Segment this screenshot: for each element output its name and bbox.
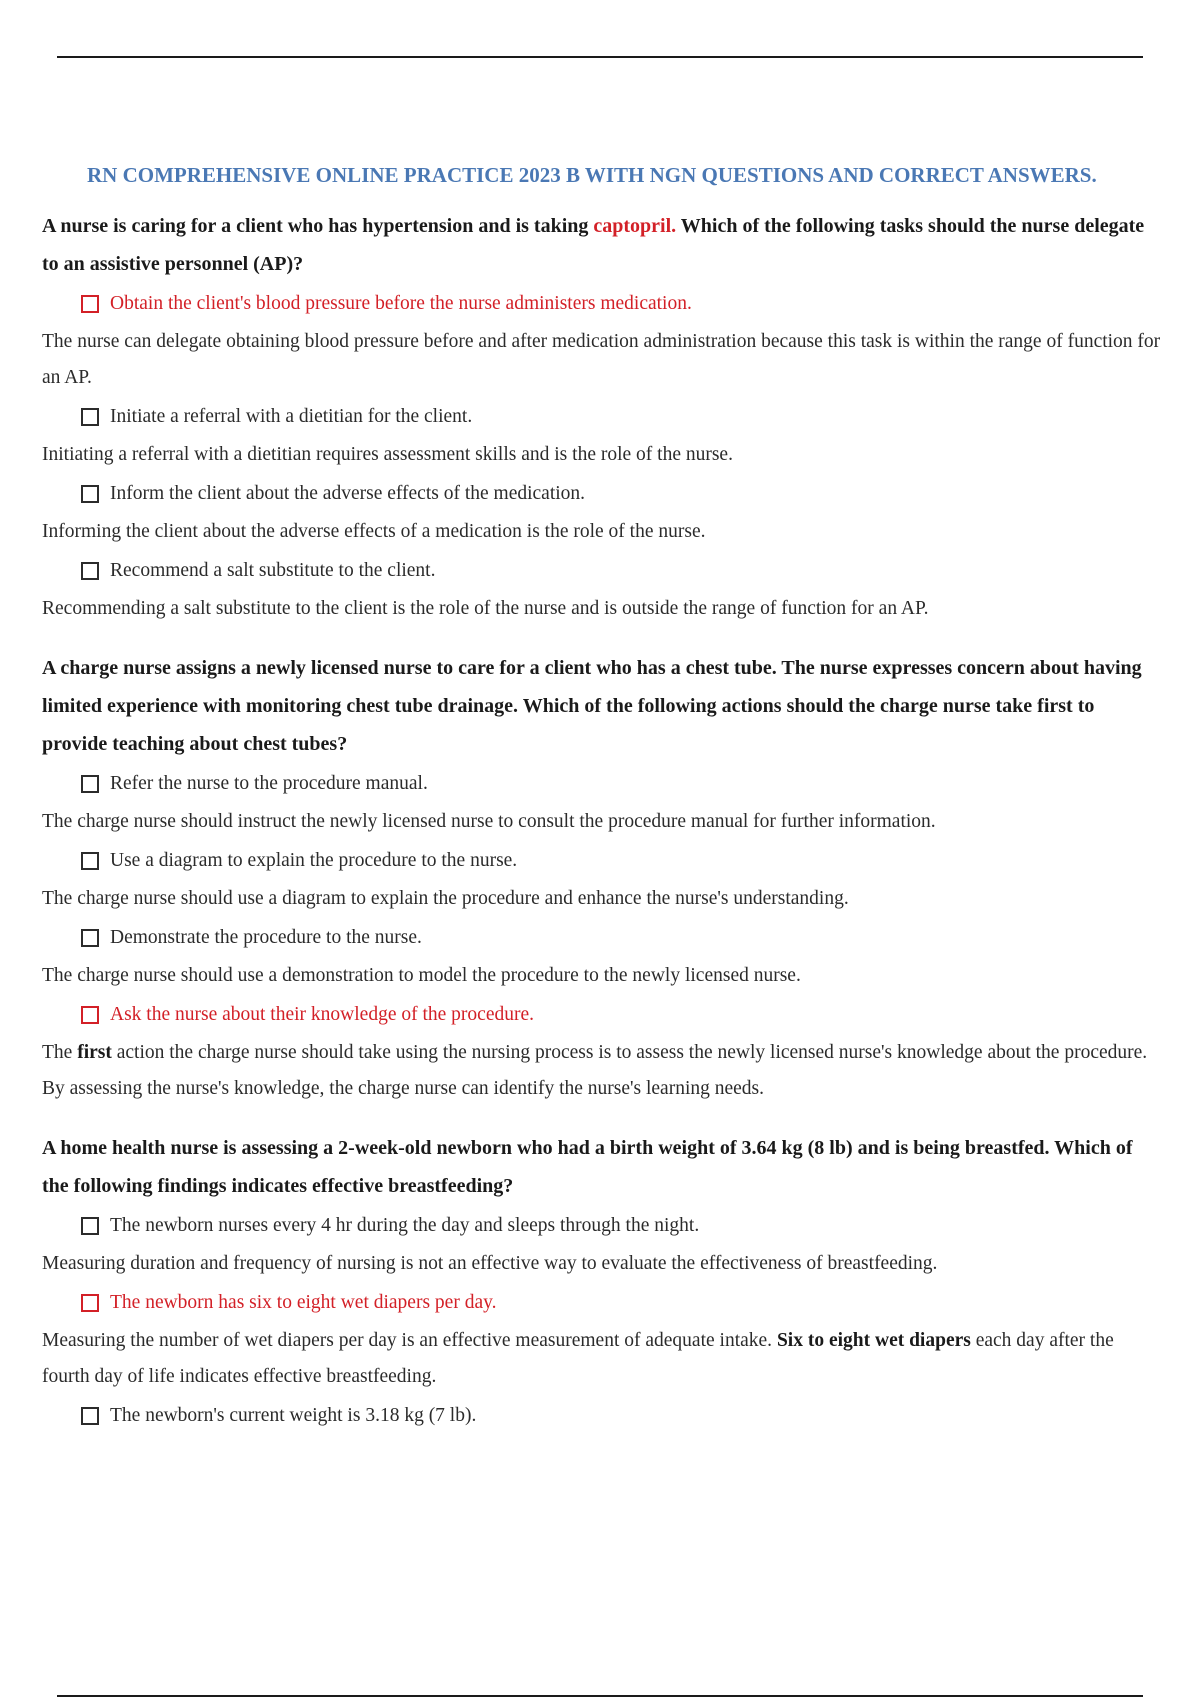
option-rationale: Informing the client about the adverse effects of a medication is the role of the nurse. xyxy=(42,521,706,542)
answer-option-correct[interactable] xyxy=(81,998,1162,1032)
answer-option[interactable] xyxy=(81,1399,1162,1433)
checkbox-icon[interactable] xyxy=(81,1217,99,1235)
option-label: Use a diagram to explain the procedure to the nurse. xyxy=(110,850,518,871)
checkbox-icon[interactable] xyxy=(81,1407,99,1425)
option-rationale: The charge nurse should use a demonstration to model the procedure to the newly licensed nurse. xyxy=(42,965,801,986)
option-label: The newborn nurses every 4 hr during the day and sleeps through the night. xyxy=(110,1215,700,1236)
option-rationale xyxy=(42,1323,1162,1395)
document-body xyxy=(42,155,1162,1455)
option-rationale: Recommending a salt substitute to the client is the role of the nurse and is outside the range of function for an AP. xyxy=(42,598,929,619)
option-label: The newborn's current weight is 3.18 kg (7 lb). xyxy=(110,1405,477,1426)
answer-option-correct[interactable] xyxy=(81,1286,1162,1320)
document-title: RN COMPREHENSIVE ONLINE PRACTICE 2023 B WITH NGN QUESTIONS AND CORRECT ANSWERS. xyxy=(87,163,1097,187)
stem-text: Which of the following tasks should the nurse delegate to an assistive personnel (AP)? xyxy=(42,215,1145,275)
question-stem: A home health nurse is assessing a 2-week-old newborn who had a birth weight of 3.64 kg (8 lb) and is being breastfed. Which of the following findings indicates effective breastfeeding? xyxy=(42,1137,1133,1197)
stem-text: A nurse is caring for a client who has hypertension and is taking xyxy=(42,215,594,237)
option-label: Ask the nurse about their knowledge of the procedure. xyxy=(110,1004,534,1025)
rationale-text: The xyxy=(42,1042,78,1063)
checkbox-icon[interactable] xyxy=(81,852,99,870)
option-label: Refer the nurse to the procedure manual. xyxy=(110,773,428,794)
top-rule xyxy=(57,56,1143,58)
checkbox-icon[interactable] xyxy=(81,295,99,313)
answer-option[interactable] xyxy=(81,921,1162,955)
bottom-rule xyxy=(57,1695,1143,1697)
answer-option[interactable] xyxy=(81,844,1162,878)
checkbox-icon[interactable] xyxy=(81,562,99,580)
option-label: Initiate a referral with a dietitian for the client. xyxy=(110,406,473,427)
question-2 xyxy=(42,649,1162,1107)
checkbox-icon[interactable] xyxy=(81,408,99,426)
question-1 xyxy=(42,207,1162,627)
answer-option[interactable] xyxy=(81,400,1162,434)
answer-option[interactable] xyxy=(81,767,1162,801)
checkbox-icon[interactable] xyxy=(81,1294,99,1312)
drug-name-highlight: captopril. xyxy=(593,215,677,237)
option-rationale xyxy=(42,1035,1162,1107)
option-rationale: The nurse can delegate obtaining blood pressure before and after medication administration because this task is within the range of function for an AP. xyxy=(42,331,1161,388)
option-rationale: The charge nurse should use a diagram to explain the procedure and enhance the nurse's understanding. xyxy=(42,888,849,909)
rationale-text: Measuring the number of wet diapers per day is an effective measurement of adequate intake. xyxy=(42,1330,777,1351)
rationale-text: each day after the fourth day of life indicates effective breastfeeding. xyxy=(42,1330,1114,1387)
question-stem: A charge nurse assigns a newly licensed nurse to care for a client who has a chest tube. The nurse expresses concern about having limited experience with monitoring chest tube drainage. Which of the following actions should the charge nurse take first to provide teaching about chest tubes? xyxy=(42,657,1142,755)
option-label: The newborn has six to eight wet diapers per day. xyxy=(110,1292,497,1313)
option-label: Obtain the client's blood pressure before the nurse administers medication. xyxy=(110,293,692,314)
question-stem xyxy=(42,207,1162,283)
rationale-emphasis: Six to eight wet diapers xyxy=(776,1330,971,1351)
option-rationale: Initiating a referral with a dietitian requires assessment skills and is the role of the nurse. xyxy=(42,444,733,465)
question-3 xyxy=(42,1129,1162,1433)
rationale-text: action the charge nurse should take using the nursing process is to assess the newly licensed nurse's knowledge about the procedure. By assessing the nurse's knowledge, the charge nurse can identify the nurse's learning needs. xyxy=(42,1042,1148,1099)
checkbox-icon[interactable] xyxy=(81,929,99,947)
answer-option[interactable] xyxy=(81,477,1162,511)
checkbox-icon[interactable] xyxy=(81,775,99,793)
rationale-emphasis: first xyxy=(77,1042,112,1063)
checkbox-icon[interactable] xyxy=(81,1006,99,1024)
option-rationale: The charge nurse should instruct the newly licensed nurse to consult the procedure manual for further information. xyxy=(42,811,936,832)
option-rationale: Measuring duration and frequency of nursing is not an effective way to evaluate the effectiveness of breastfeeding. xyxy=(42,1253,938,1274)
option-label: Recommend a salt substitute to the client. xyxy=(110,560,436,581)
option-label: Inform the client about the adverse effects of the medication. xyxy=(110,483,586,504)
answer-option-correct[interactable] xyxy=(81,287,1162,321)
answer-option[interactable] xyxy=(81,1209,1162,1243)
checkbox-icon[interactable] xyxy=(81,485,99,503)
option-label: Demonstrate the procedure to the nurse. xyxy=(110,927,422,948)
answer-option[interactable] xyxy=(81,554,1162,588)
